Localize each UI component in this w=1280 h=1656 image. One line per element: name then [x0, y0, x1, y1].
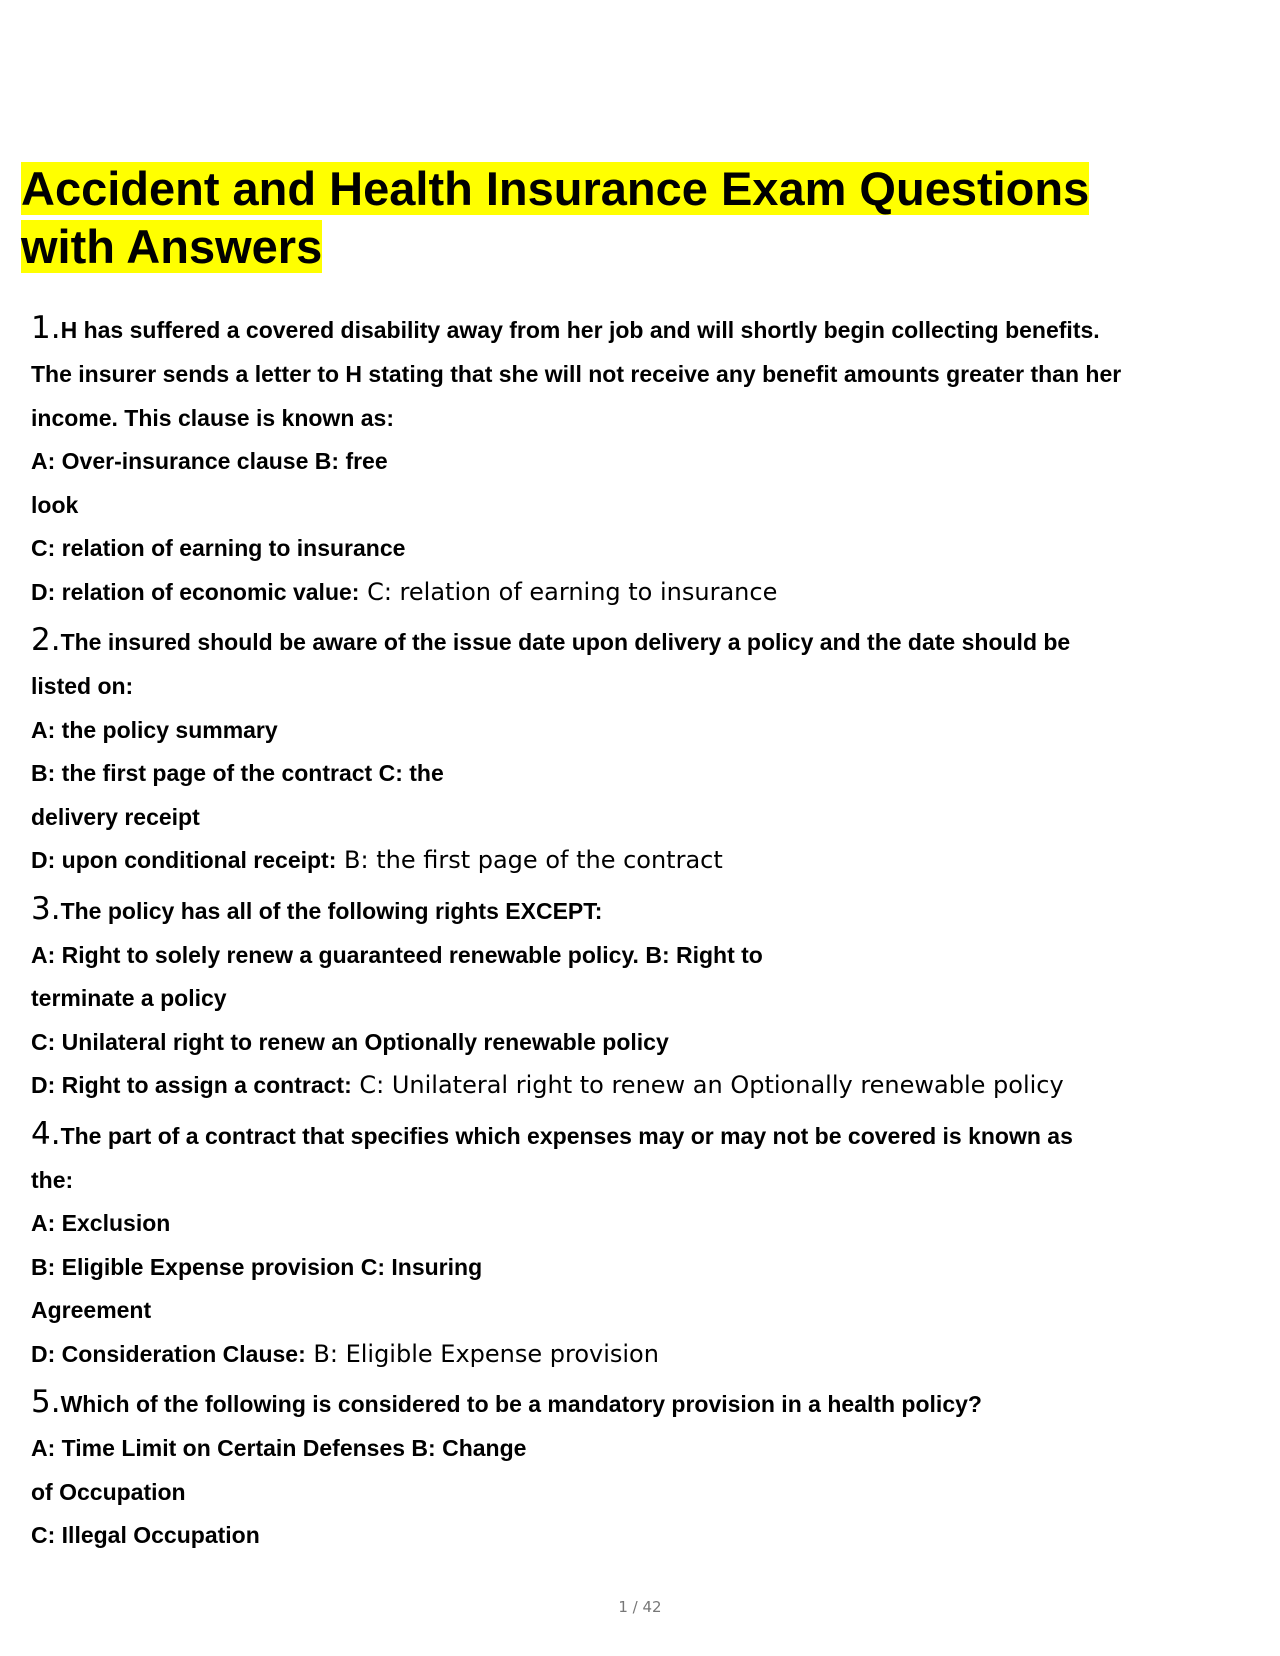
question-3-text-line-1	[31, 890, 1251, 941]
document-title	[21, 160, 1241, 276]
question-1	[31, 310, 1251, 621]
question-3-option-line-1: A: Right to solely renew a guaranteed renewable policy. B: Right to	[31, 941, 763, 968]
question-2-option-line-1: A: the policy summary	[31, 716, 278, 743]
question-2-number: 2.	[31, 622, 61, 658]
question-1-line-1: H has suffered a covered disability away from her job and will shortly begin collecting benefits.	[60, 317, 1100, 343]
question-3-option-line-3: C: Unilateral right to renew an Optionally renewable policy	[31, 1028, 669, 1055]
question-1-text-line-3: income. This clause is known as:	[31, 404, 395, 431]
question-4-option-line-2: B: Eligible Expense provision C: Insuring	[31, 1253, 483, 1280]
question-3-option-line-2: terminate a policy	[31, 985, 227, 1011]
question-3	[31, 890, 1251, 1115]
question-2-text-line-2: listed on:	[31, 673, 134, 699]
question-5-number: 5.	[31, 1384, 61, 1420]
question-4-option-line-1: A: Exclusion	[31, 1210, 171, 1236]
question-5-text-line-1	[31, 1384, 1251, 1434]
question-5-option-line-2: of Occupation	[31, 1478, 186, 1505]
question-1-number: 1.	[31, 310, 61, 346]
question-1-option-line-2: look	[31, 491, 79, 518]
page-indicator: 1 / 42	[618, 1598, 662, 1616]
question-4-text-line-1	[31, 1115, 1251, 1166]
question-5-option-line-1: A: Time Limit on Certain Defenses B: Change	[31, 1435, 527, 1461]
question-3-number: 3.	[31, 890, 61, 927]
question-2-option-d: D: upon conditional receipt:	[31, 847, 337, 873]
question-1-text-line-2: The insurer sends a letter to H stating that she will not receive any benefit amounts greater than her	[31, 361, 1122, 387]
question-4-text-line-2: the:	[31, 1166, 74, 1193]
question-5	[31, 1384, 1251, 1565]
questions-list	[31, 310, 1251, 1565]
question-1-option-line-3: C: relation of earning to insurance	[31, 535, 406, 561]
question-3-final-option	[31, 1071, 1251, 1115]
question-3-answer: C: Unilateral right to renew an Optionally renewable policy	[351, 1071, 1064, 1099]
title-line-1: Accident and Health Insurance Exam Questions	[21, 162, 1090, 215]
question-5-option-line-3: C: Illegal Occupation	[31, 1522, 260, 1548]
question-4-answer: B: Eligible Expense provision	[305, 1339, 659, 1368]
question-1-option-d: D: relation of economic value:	[31, 578, 360, 605]
question-2-text-line-1	[31, 622, 1251, 672]
question-2	[31, 622, 1251, 890]
question-4-final-option	[31, 1340, 1251, 1384]
question-1-option-line-1: A: Over-insurance clause B: free	[31, 448, 388, 474]
question-4	[31, 1115, 1251, 1384]
question-1-text-line-1	[31, 310, 1251, 360]
title-line-2: with Answers	[21, 220, 323, 273]
question-2-option-line-2: B: the first page of the contract C: the	[31, 760, 444, 786]
question-3-line-1: The policy has all of the following rights EXCEPT:	[60, 897, 603, 924]
question-4-number: 4.	[31, 1115, 61, 1152]
question-2-option-line-3: delivery receipt	[31, 803, 200, 830]
question-2-final-option	[31, 846, 1251, 890]
question-4-line-1: The part of a contract that specifies which expenses may or may not be covered is known as	[60, 1122, 1073, 1149]
question-4-option-d: D: Consideration Clause:	[31, 1340, 306, 1367]
question-2-line-1: The insured should be aware of the issue date upon delivery a policy and the date should be	[60, 629, 1071, 655]
question-2-answer: B: the first page of the contract	[336, 846, 723, 874]
question-3-option-d: D: Right to assign a contract:	[31, 1072, 352, 1098]
question-1-final-option	[31, 578, 1251, 622]
question-5-line-1: Which of the following is considered to be a mandatory provision in a health policy?	[60, 1391, 982, 1417]
question-1-answer: C: relation of earning to insurance	[359, 577, 778, 606]
question-4-option-line-3: Agreement	[31, 1297, 152, 1323]
